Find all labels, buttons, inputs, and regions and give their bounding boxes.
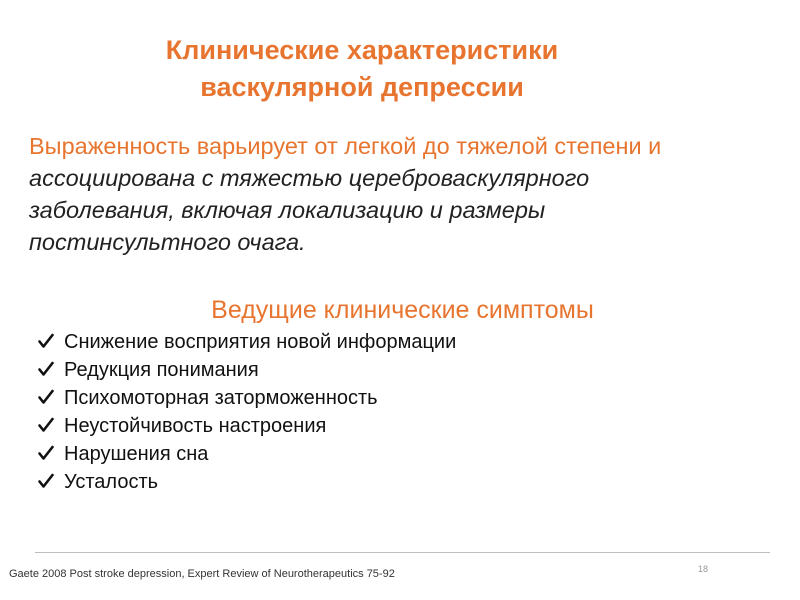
list-item-label: Редукция понимания [64,359,259,381]
checkmark-icon [38,412,58,440]
intro-line: ассоциирована с тяжестью цереброваскулярного [29,165,590,191]
checkmark-icon [38,440,58,468]
symptoms-list [38,328,456,496]
list-item-label: Психомоторная заторможенность [64,387,378,409]
slide-number: 18 [698,564,709,574]
list-item [38,328,456,356]
list-item [38,412,456,440]
list-item [38,356,456,384]
checkmark-icon [38,328,58,356]
slide-title-line-2: васкулярной депрессии [200,72,524,102]
list-item-label: Усталость [64,471,159,493]
intro-line: заболевания, включая локализацию и размеры [29,197,546,223]
list-item-label: Нарушения сна [64,443,209,465]
citation-footnote: Gaete 2008 Post stroke depression, Expert Review of Neurotherapeutics 75-92 [9,568,395,580]
footer-divider [35,552,770,553]
intro-paragraph [29,130,769,258]
checkmark-icon [38,356,58,384]
list-item-label: Неустойчивость настроения [64,415,327,437]
intro-lead-text: Выраженность варьирует от легкой до тяжелой степени и [29,133,662,159]
slide-title-line-1: Клинические характеристики [165,35,559,65]
symptoms-heading: Ведущие клинические симптомы [211,296,594,324]
slide-title [0,32,724,106]
checkmark-icon [38,468,58,496]
list-item [38,440,456,468]
list-item-label: Снижение восприятия новой информации [64,331,457,353]
intro-line: постинсультного очага. [29,229,306,255]
list-item [38,384,456,412]
list-item [38,468,456,496]
checkmark-icon [38,384,58,412]
